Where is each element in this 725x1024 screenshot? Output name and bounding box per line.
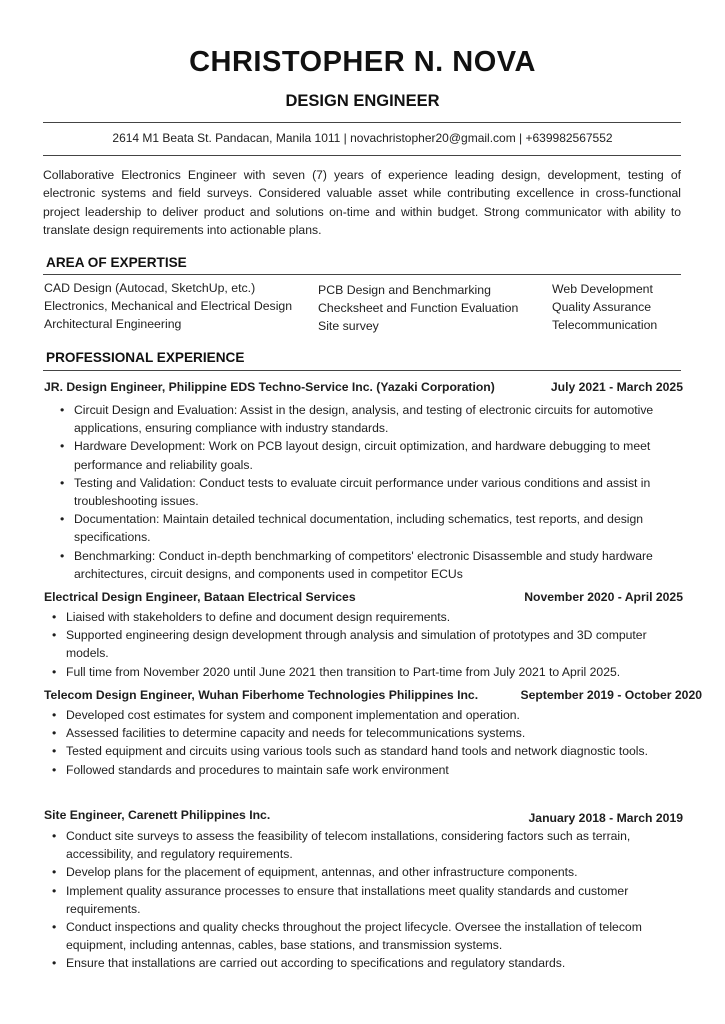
job-bullet: • Conduct inspections and quality checks throughout the project lifecycle. Oversee the installation of telecom equipment, including antennas, cables, base stations, and transmission systems. [52,918,652,954]
expertise-item: Architectural Engineering [44,317,182,331]
job-bullet: • Developed cost estimates for system and component implementation and operation. [52,706,677,724]
job-bullets [60,401,660,583]
header-divider-top [43,122,681,123]
job-bullet: • Ensure that installations are carried out according to specifications and regulatory standards. [52,954,652,972]
candidate-name: CHRISTOPHER N. NOVA [189,46,536,78]
job-dates: July 2021 - March 2025 [550,380,683,394]
job-bullet: • Implement quality assurance processes to ensure that installations meet quality standards and customer requirements. [52,882,652,918]
expertise-column-1 [44,279,292,333]
job-bullet: • Conduct site surveys to assess the feasibility of telecom installations, considering factors such as terrain, accessibility, and regulatory requirements. [52,827,652,863]
expertise-item: PCB Design and Benchmarking [318,283,491,297]
candidate-title: DESIGN ENGINEER [285,92,440,110]
expertise-item: Site survey [318,319,379,333]
expertise-item: Electronics, Mechanical and Electrical Design [44,299,293,313]
job-bullet: • Supported engineering design development through analysis and simulation of prototypes and 3D computer models. [52,626,677,662]
job-bullet: • Liaised with stakeholders to define and document design requirements. [52,608,677,626]
expertise-item: Quality Assurance [552,300,652,314]
professional-summary: Collaborative Electronics Engineer with seven (7) years of experience leading design, development, testing of electronic systems and field surveys. Considered valuable asset while contributing excellence in cross-functional project leadership to deliver product and solutions on-time and within budget. Strong communicator with ability to translate design requirements into actionable plans. [43,168,681,238]
expertise-divider [43,274,681,275]
expertise-item: Web Development [552,282,653,296]
expertise-column-2 [318,281,518,335]
job-bullet: • Hardware Development: Work on PCB layout design, circuit optimization, and hardware debugging to meet performance and reliability goals. [60,437,660,473]
job-title: Site Engineer, Carenett Philippines Inc. [44,808,271,822]
job-bullet: • Followed standards and procedures to maintain safe work environment [52,761,677,779]
job-bullet: • Full time from November 2020 until June 2021 then transition to Part-time from July 2021 to April 2025. [52,663,677,681]
job-dates: January 2018 - March 2019 [528,811,683,825]
job-bullet: • Documentation: Maintain detailed technical documentation, including schematics, test reports, and design specifications. [60,510,660,546]
job-bullets [52,706,677,779]
job-bullets [52,608,677,681]
expertise-column-3 [552,280,657,334]
job-bullet: • Develop plans for the placement of equipment, antennas, and other infrastructure components. [52,863,652,881]
job-dates: November 2020 - April 2025 [524,590,683,604]
expertise-item: Telecommunication [552,318,658,332]
contact-line: 2614 M1 Beata St. Pandacan, Manila 1011 | novachristopher20@gmail.com | +639982567552 [112,131,613,145]
experience-heading: PROFESSIONAL EXPERIENCE [46,350,245,365]
expertise-heading: AREA OF EXPERTISE [46,255,187,270]
expertise-item: CAD Design (Autocad, SketchUp, etc.) [44,281,256,295]
job-bullet: • Testing and Validation: Conduct tests to evaluate circuit performance under various conditions and assist in troubleshooting issues. [60,474,660,510]
header-divider-bottom [43,155,681,156]
job-bullet: • Circuit Design and Evaluation: Assist in the design, analysis, and testing of electronic circuits for automotive applications, ensuring compliance with industry standards. [60,401,660,437]
job-title: Electrical Design Engineer, Bataan Electrical Services [44,590,356,604]
job-dates: September 2019 - October 2020 [520,688,702,702]
job-bullets [52,827,652,973]
job-bullet: • Assessed facilities to determine capacity and needs for telecommunications systems. [52,724,677,742]
job-bullet: • Benchmarking: Conduct in-depth benchmarking of competitors' electronic Disassemble and study hardware architectures, circuit designs, and components used in competitor ECUs [60,547,660,583]
job-title: JR. Design Engineer, Philippine EDS Techno-Service Inc. (Yazaki Corporation) [44,380,495,394]
job-bullet: • Tested equipment and circuits using various tools such as standard hand tools and network diagnostic tools. [52,742,677,760]
job-title: Telecom Design Engineer, Wuhan Fiberhome Technologies Philippines Inc. [44,688,479,702]
expertise-item: Checksheet and Function Evaluation [318,301,519,315]
experience-divider [43,370,681,371]
